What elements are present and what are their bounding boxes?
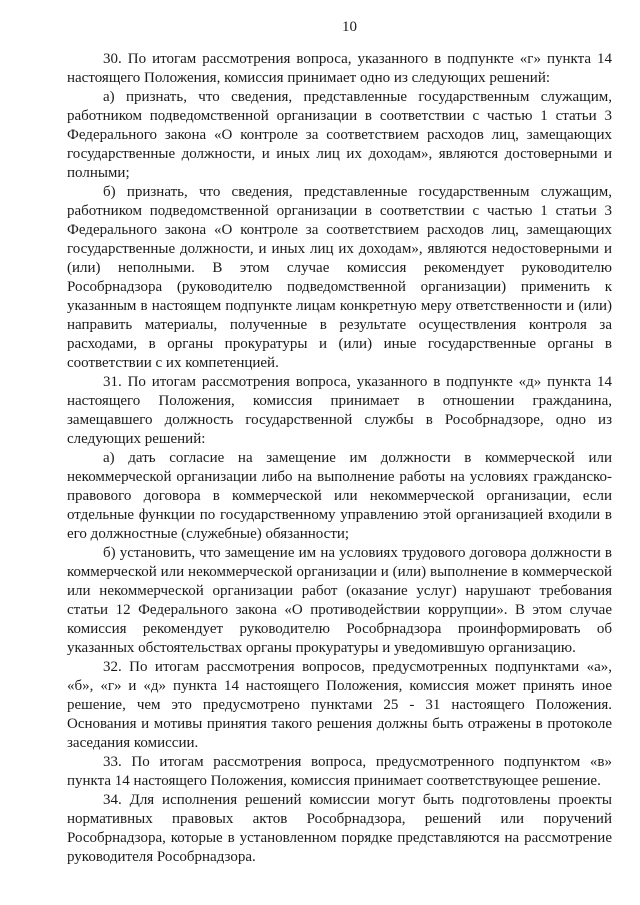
paragraph-30-a: а) признать, что сведения, представленные государственным служащим, работником подведомственной организации в соответствии с частью 1 статьи 3 Федерального закона «О контроле за соответствием расходов лиц, замещающих государственные должности, и иных лиц их доходам», являются достоверными и полными; [67,89,612,181]
paragraph-31-a: а) дать согласие на замещение им должности в коммерческой или некоммерческой организации либо на выполнение работы на условиях гражданско-правового договора в коммерческой или некоммерческой организации, если отдельные функции по государственному управлению этой организацией входили в его должностные (служебные) обязанности; [67,450,612,542]
page-number: 10 [342,19,357,35]
paragraph-30: 30. По итогам рассмотрения вопроса, указанного в подпункте «г» пункта 14 настоящего Положения, комиссия принимает одно из следующих решений: [67,51,612,86]
paragraph-33: 33. По итогам рассмотрения вопроса, предусмотренного подпунктом «в» пункта 14 настоящего Положения, комиссия принимает соответствующее решение. [67,754,612,789]
paragraph-34: 34. Для исполнения решений комиссии могут быть подготовлены проекты нормативных правовых актов Рособрнадзора, решений или поручений Рособрнадзора, которые в установленном порядке представляются на рассмотрение руководителя Рособрнадзора. [67,792,612,865]
paragraph-32: 32. По итогам рассмотрения вопросов, предусмотренных подпунктами «а», «б», «г» и «д» пункта 14 настоящего Положения, комиссия может принять иное решение, чем это предусмотрено пунктами 25 - 31 настоящего Положения. Основания и мотивы принятия такого решения должны быть отражены в протоколе заседания комиссии. [67,659,612,751]
paragraph-31: 31. По итогам рассмотрения вопроса, указанного в подпункте «д» пункта 14 настоящего Положения, комиссия принимает в отношении гражданина, замещавшего должность государственной службы в Рособрнадзоре, одно из следующих решений: [67,374,612,447]
paragraph-30-b: б) признать, что сведения, представленные государственным служащим, работником подведомственной организации в соответствии с частью 1 статьи 3 Федерального закона «О контроле за соответствием расходов лиц, замещающих государственные должности, и иных лиц их доходам», являются недостоверными и (или) неполными. В этом случае комиссия рекомендует руководителю Рособрнадзора (руководителю подведомственной организации) применить к указанным в настоящем подпункте лицам конкретную меру ответственности и (или) направить материалы, полученные в результате осуществления контроля за расходами, в органы прокуратуры и (или) иные государственные органы в соответствии с их компетенцией. [67,184,612,371]
paragraph-31-b: б) установить, что замещение им на условиях трудового договора должности в коммерческой или некоммерческой организации и (или) выполнение в коммерческой или некоммерческой организации работ (оказание услуг) нарушают требования статьи 12 Федерального закона «О противодействии коррупции». В этом случае комиссия рекомендует руководителю Рособрнадзора проинформировать об указанных обстоятельствах органы прокуратуры и уведомившую организацию. [67,545,612,656]
